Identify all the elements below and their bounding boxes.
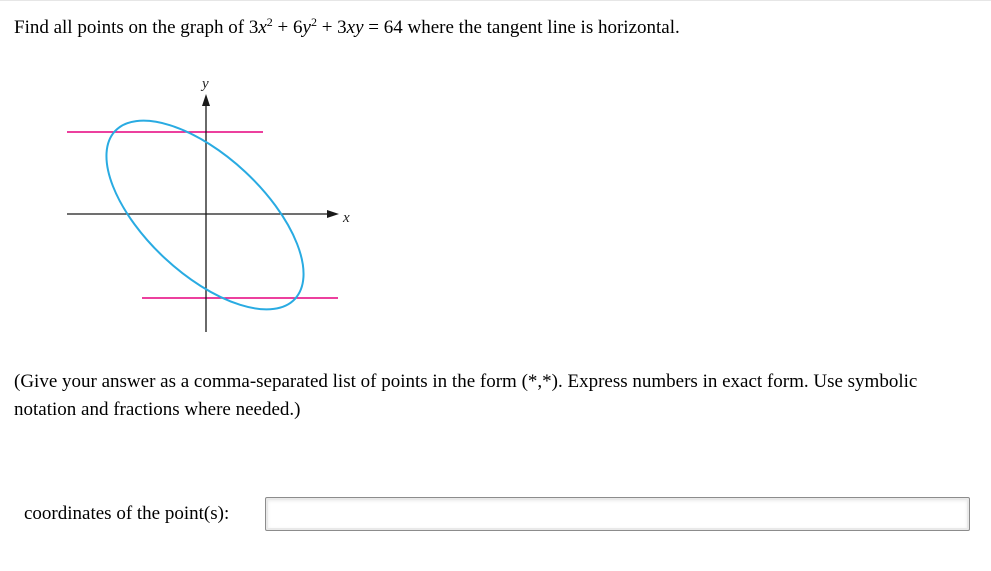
term1-exponent: 2 <box>266 15 273 29</box>
x-axis-arrow <box>327 210 339 218</box>
term2-coefficient: 6 <box>293 17 303 38</box>
term2-exponent: 2 <box>310 15 317 29</box>
term2-variable: y <box>302 17 311 38</box>
plus-sign-2: + <box>316 17 338 38</box>
ellipse-curve <box>75 88 335 342</box>
coordinates-input[interactable] <box>265 497 970 531</box>
y-axis-arrow <box>202 94 210 106</box>
x-axis-label: x <box>343 210 350 226</box>
answer-instructions: (Give your answer as a comma-separated list of points in the form (*,*). Express numbers in exact form. Use symbolic notation and fractions where needed.) <box>14 371 918 420</box>
equals-rhs: = 64 <box>363 17 403 38</box>
question-prefix: Find all points on the graph of <box>14 17 249 38</box>
plus-sign-1: + <box>272 17 293 38</box>
answer-label: coordinates of the point(s): <box>24 503 230 524</box>
question-suffix: where the tangent line is horizontal. <box>402 17 680 38</box>
term1-coefficient: 3 <box>248 17 259 38</box>
y-axis-label: y <box>202 76 209 92</box>
term3-variable: xy <box>346 17 364 38</box>
term1-variable: x <box>258 17 267 38</box>
answer-row <box>24 497 229 531</box>
term3-coefficient: 3 <box>337 17 347 38</box>
